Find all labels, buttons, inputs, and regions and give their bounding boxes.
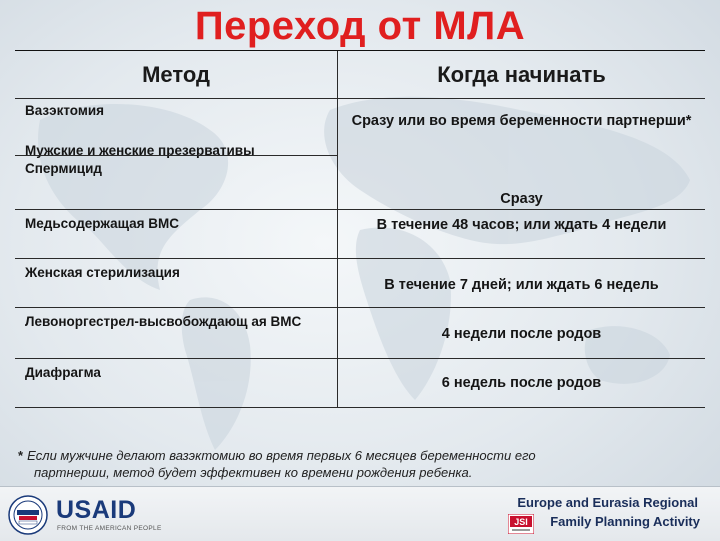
when-female-sterilization: В течение 7 дней; или ждать 6 недель [384,277,659,293]
method-spermicide: Спермицид [25,161,102,176]
header-when-to-start: Когда начинать [437,61,606,87]
table-row-group-immediate [15,99,705,210]
method-diaphragm: Диафрагма [25,365,101,380]
method-copper-iud: Медьсодержащая ВМС [25,216,180,231]
when-diaphragm: 6 недель после родов [441,375,602,391]
table-header-row [15,51,705,99]
table-row [15,99,337,158]
group-when-column [338,99,705,209]
footnote-asterisk: * [18,448,24,463]
org-name-line-2: Family Planning Activity [550,514,700,529]
jsi-logo-text: JSI [514,517,528,527]
table-row [15,308,705,359]
when-vasectomy: Сразу или во время беременности партнерши* [351,113,692,129]
method-vasectomy: Вазэктомия [25,103,105,118]
footnote [18,447,708,481]
table-row [15,259,705,308]
method-lng-iud: Левоноргестрел-высвобождающ ая ВМС [25,314,302,329]
when-condoms-spermicide: Сразу [500,191,543,207]
jsi-logo-icon [508,514,534,534]
header-method: Метод [15,51,338,98]
usaid-seal-icon [8,495,48,535]
transition-table [15,50,705,408]
table-row [15,210,705,259]
footnote-line-2: партнерши, метод будет эффективен ко времени рождения ребенка. [34,465,473,480]
group-method-column [15,99,338,209]
method-female-sterilization: Женская стерилизация [25,265,180,280]
org-name-line-1: Europe and Eurasia Regional [517,495,698,510]
method-condoms: Мужские и женские презервативы [25,143,255,158]
table-row [15,359,705,408]
when-copper-iud: В течение 48 часов; или ждать 4 недели [376,217,667,233]
usaid-tagline: FROM THE AMERICAN PEOPLE [57,525,162,532]
usaid-logo-text: USAID [56,496,137,524]
footer-bar [0,486,720,541]
table-row [15,155,337,209]
when-lng-iud: 4 недели после родов [441,326,602,342]
footnote-line-1: Если мужчине делают вазэктомию во время первых 6 месяцев беременности его [27,448,536,463]
slide-title: Переход от МЛА [194,4,526,48]
